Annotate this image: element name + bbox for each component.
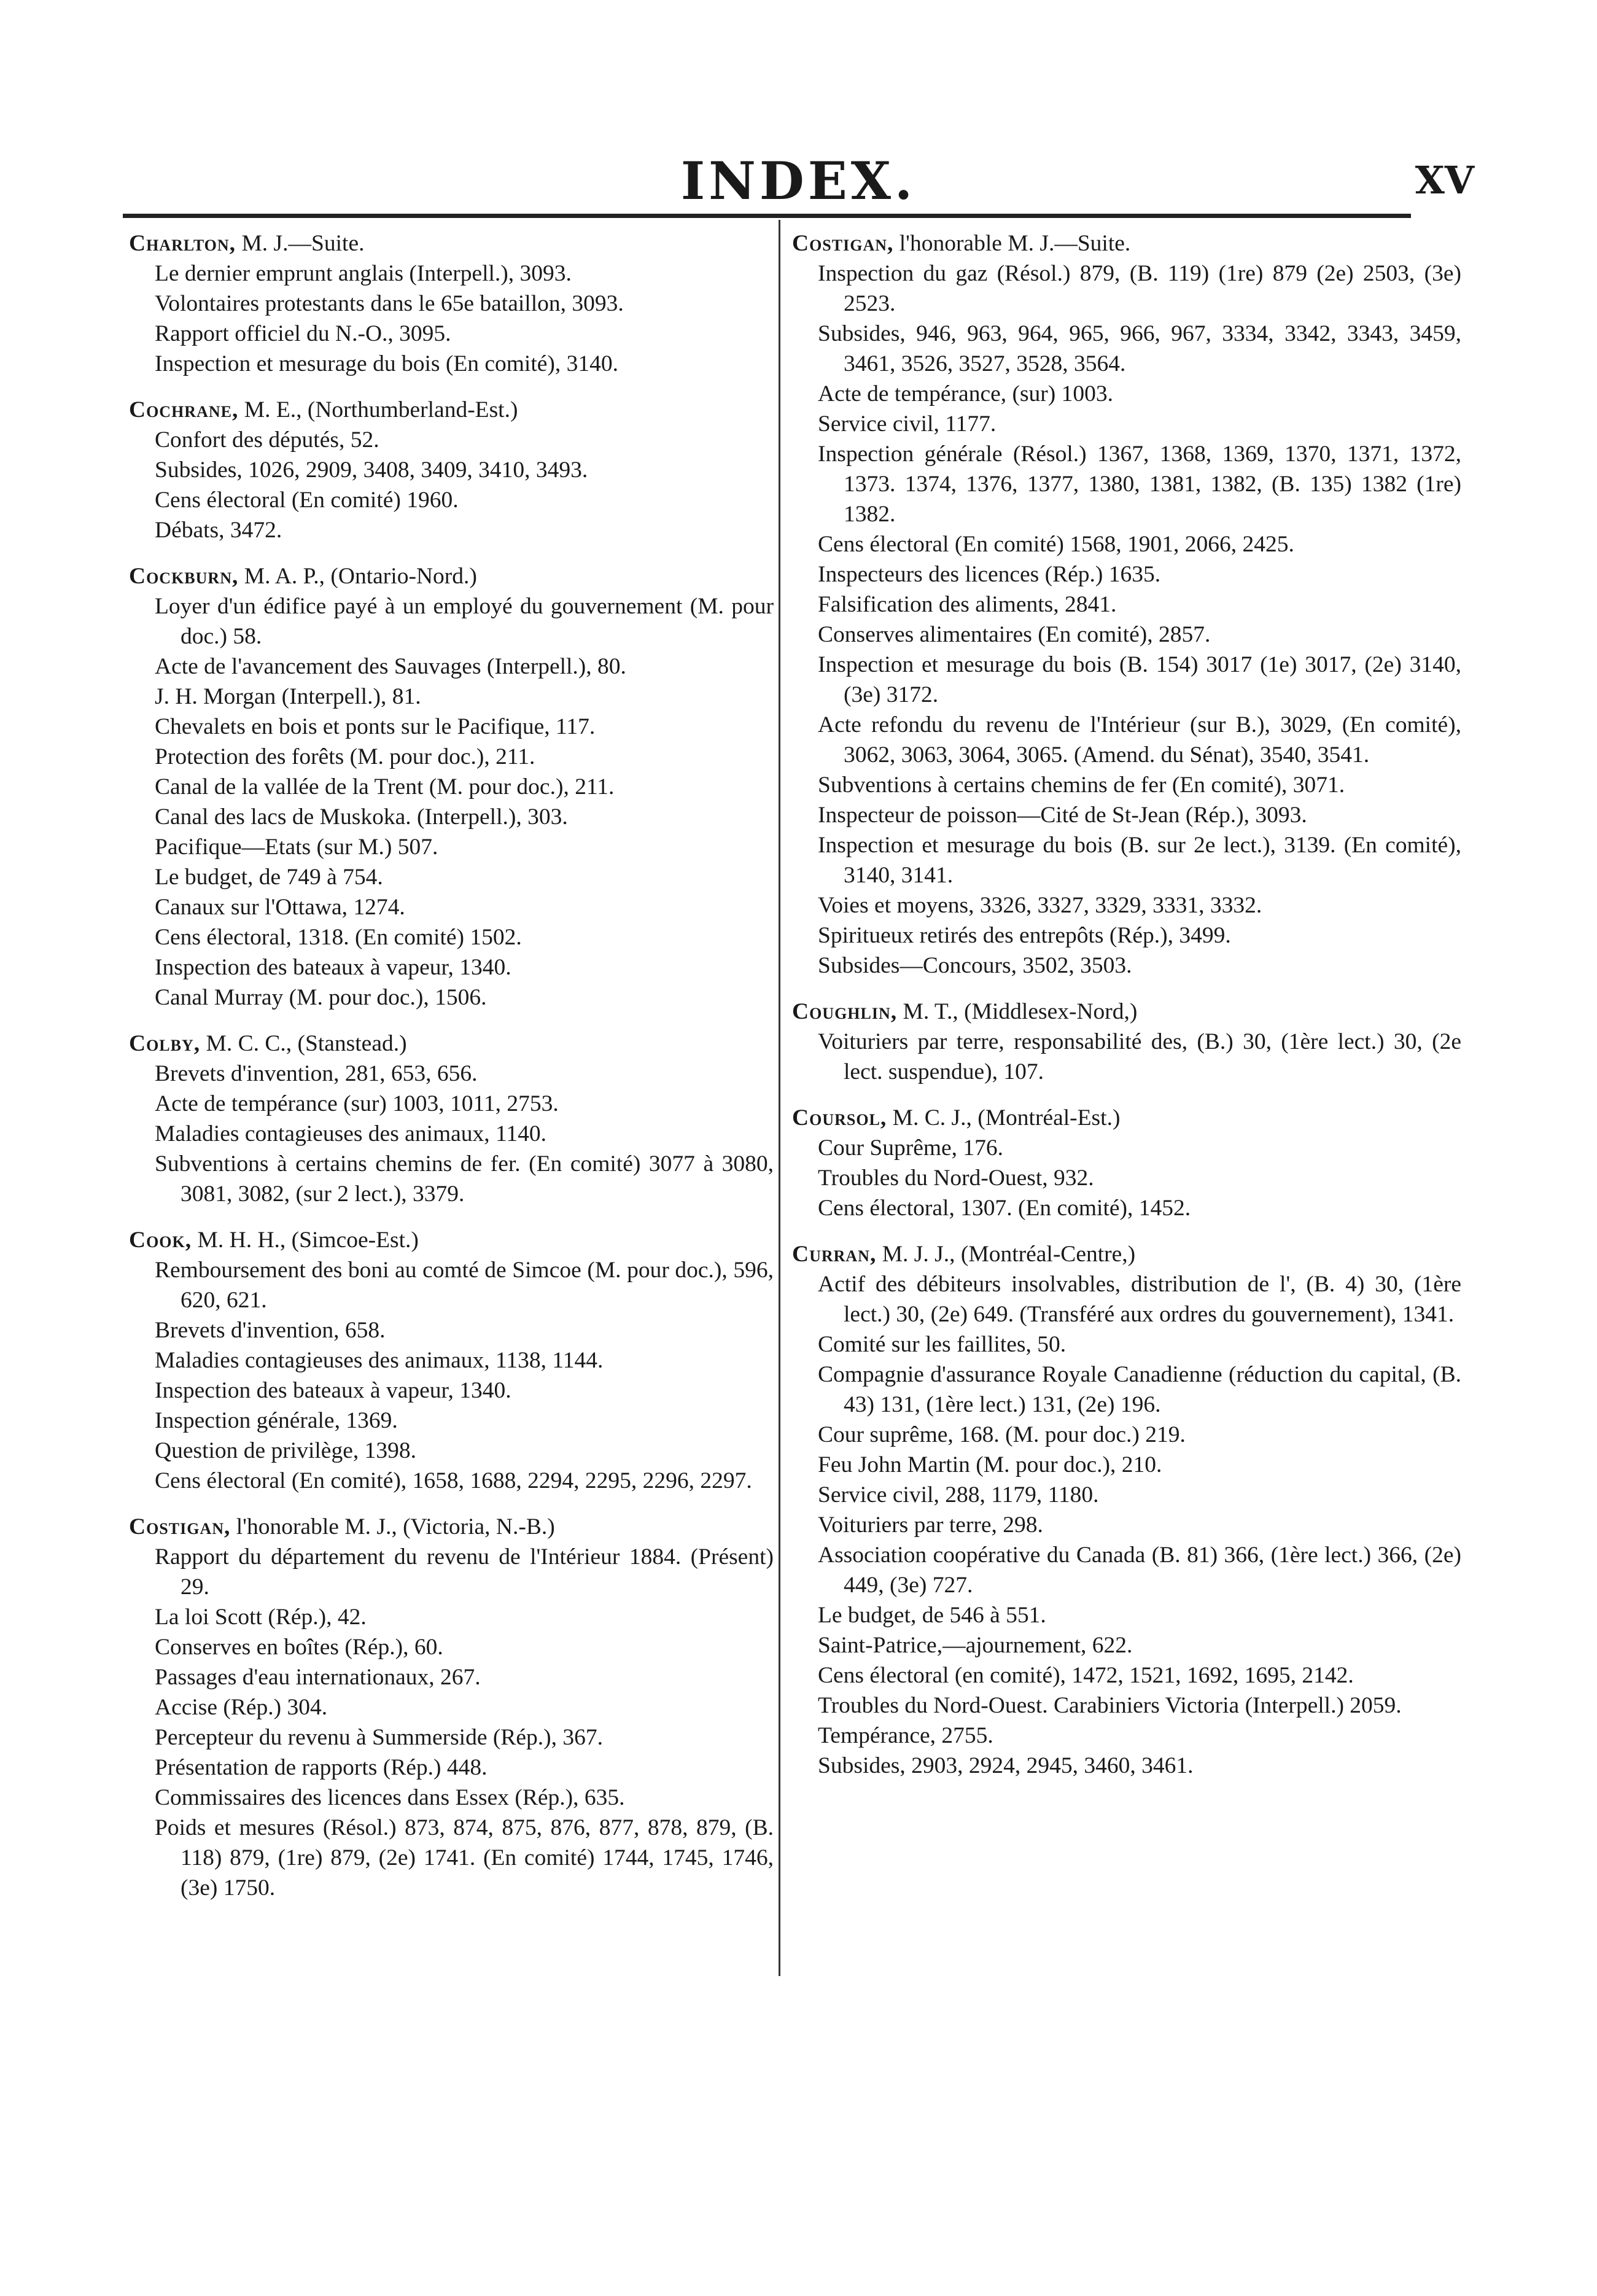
left-column (129, 228, 774, 1919)
subject-reference: Feu John Martin (M. pour doc.), 210. (818, 1452, 1162, 1477)
subject-reference: Question de privilège, 1398. (155, 1438, 416, 1463)
subject-reference: Inspection des bateaux à vapeur, 1340. (155, 1378, 511, 1403)
subject-reference: Rapport officiel du N.-O., 3095. (155, 321, 451, 346)
entry-heading (792, 997, 1461, 1027)
subject-reference: Inspection du gaz (Résol.) 879, (B. 119) (1re) 879 (2e) 2503, (3e) 2523. (818, 261, 1461, 316)
index-entry (792, 997, 1461, 1087)
subject-reference: Subventions à certains chemins de fer (En comité), 3071. (818, 772, 1345, 798)
index-entry (129, 1225, 774, 1496)
subject-reference: Cens électoral (En comité), 1658, 1688, 2294, 2295, 2296, 2297. (155, 1468, 752, 1493)
subject-reference: Acte de l'avancement des Sauvages (Interpell.), 80. (155, 654, 626, 679)
member-name: Cochrane, (129, 397, 239, 422)
entry-heading (129, 1225, 774, 1255)
subject-reference: Troubles du Nord-Ouest. Carabiniers Victoria (Interpell.) 2059. (818, 1693, 1402, 1718)
subject-reference: Maladies contagieuses des animaux, 1140. (155, 1121, 547, 1146)
member-name: Colby, (129, 1031, 201, 1056)
subject-reference: Acte refondu du revenu de l'Intérieur (sur B.), 3029, (En comité), 3062, 3063, 3064, 3065. (Amend. du Sénat), 3540, 3541. (818, 712, 1461, 768)
subject-reference: Rapport du département du revenu de l'Intérieur 1884. (Présent) 29. (155, 1544, 774, 1600)
subject-reference: Saint-Patrice,—ajournement, 622. (818, 1633, 1133, 1658)
subject-reference: Falsification des aliments, 2841. (818, 592, 1117, 617)
subject-reference: Voituriers par terre, responsabilité des, (B.) 30, (1ère lect.) 30, (2e lect. suspendue), 107. (818, 1029, 1461, 1084)
entry-heading (129, 228, 774, 259)
index-entry (129, 561, 774, 1013)
subject-reference: Conserves en boîtes (Rép.), 60. (155, 1635, 443, 1660)
page-header (123, 144, 1474, 212)
subject-reference: Service civil, 288, 1179, 1180. (818, 1482, 1099, 1508)
member-detail: l'honorable M. J.—Suite. (893, 231, 1131, 256)
subject-reference: Poids et mesures (Résol.) 873, 874, 875, 876, 877, 878, 879, (B. 118) 879, (1re) 879, (2e) 1741. (En comité) 1744, 1745, 1746, (3e) 1750. (155, 1815, 774, 1901)
subject-reference: Subsides, 1026, 2909, 3408, 3409, 3410, 3493. (155, 457, 588, 483)
header-rule (123, 214, 1411, 218)
subject-reference: Inspection générale (Résol.) 1367, 1368, 1369, 1370, 1371, 1372, 1373. 1374, 1376, 1377, 1380, 1381, 1382, (B. 135) 1382 (1re) 1382. (818, 442, 1461, 527)
entry-heading (129, 395, 774, 425)
entry-heading (129, 561, 774, 591)
subject-reference: Accise (Rép.) 304. (155, 1695, 328, 1720)
subject-reference: Inspection et mesurage du bois (B. sur 2e lect.), 3139. (En comité), 3140, 3141. (818, 833, 1461, 888)
member-detail: M. A. P., (Ontario-Nord.) (238, 564, 477, 589)
member-detail: M. J.—Suite. (236, 231, 365, 256)
subject-reference: Inspection et mesurage du bois (B. 154) 3017 (1e) 3017, (2e) 3140, (3e) 3172. (818, 652, 1461, 707)
subject-reference: Cens électoral, 1307. (En comité), 1452. (818, 1196, 1191, 1221)
subject-reference: Canal Murray (M. pour doc.), 1506. (155, 985, 487, 1010)
member-detail: M. J. J., (Montréal-Centre,) (876, 1242, 1136, 1267)
subject-reference: Volontaires protestants dans le 65e bataillon, 3093. (155, 291, 624, 316)
member-detail: M. C. C., (Stanstead.) (200, 1031, 407, 1056)
member-name: Coughlin, (792, 999, 898, 1024)
member-name: Cook, (129, 1228, 192, 1253)
subject-reference: Brevets d'invention, 281, 653, 656. (155, 1061, 478, 1086)
subject-reference: Actif des débiteurs insolvables, distribution de l', (B. 4) 30, (1ère lect.) 30, (2e) 649. (Transféré aux ordres du gouvernement), 1341. (818, 1272, 1461, 1327)
subject-reference: Voituriers par terre, 298. (818, 1512, 1043, 1538)
subject-reference: Voies et moyens, 3326, 3327, 3329, 3331, 3332. (818, 893, 1262, 918)
subject-reference: Acte de tempérance (sur) 1003, 1011, 2753. (155, 1091, 559, 1116)
subject-reference: Brevets d'invention, 658. (155, 1318, 386, 1343)
subject-reference: Tempérance, 2755. (818, 1723, 993, 1748)
entry-heading (792, 1103, 1461, 1133)
column-divider (779, 220, 780, 1976)
index-entry (129, 1512, 774, 1903)
member-name: Cockburn, (129, 564, 239, 589)
member-detail: M. H. H., (Simcoe-Est.) (192, 1228, 419, 1253)
subject-reference: Cour Suprême, 176. (818, 1135, 1004, 1161)
index-entry (792, 1239, 1461, 1781)
subject-reference: Confort des députés, 52. (155, 427, 379, 453)
index-entry (792, 1103, 1461, 1223)
entry-heading (129, 1512, 774, 1542)
subject-reference: Cens électoral (en comité), 1472, 1521, 1692, 1695, 2142. (818, 1663, 1354, 1688)
subject-reference: J. H. Morgan (Interpell.), 81. (155, 684, 421, 709)
subject-reference: Présentation de rapports (Rép.) 448. (155, 1755, 488, 1780)
subject-reference: Subsides, 2903, 2924, 2945, 3460, 3461. (818, 1753, 1194, 1778)
subject-reference: Pacifique—Etats (sur M.) 507. (155, 835, 438, 860)
subject-reference: Association coopérative du Canada (B. 81) 366, (1ère lect.) 366, (2e) 449, (3e) 727. (818, 1543, 1461, 1598)
entry-heading (792, 228, 1461, 259)
subject-reference: Subsides—Concours, 3502, 3503. (818, 953, 1132, 978)
subject-reference: Canaux sur l'Ottawa, 1274. (155, 895, 405, 920)
subject-reference: Cens électoral (En comité) 1960. (155, 488, 459, 513)
subject-reference: Inspection générale, 1369. (155, 1408, 398, 1433)
subject-reference: Spiritueux retirés des entrepôts (Rép.), 3499. (818, 923, 1231, 948)
subject-reference: Canal de la vallée de la Trent (M. pour doc.), 211. (155, 774, 615, 800)
member-detail: M. E., (Northumberland-Est.) (238, 397, 518, 422)
subject-reference: La loi Scott (Rép.), 42. (155, 1605, 367, 1630)
subject-reference: Conserves alimentaires (En comité), 2857. (818, 622, 1211, 647)
subject-reference: Canal des lacs de Muskoka. (Interpell.), 303. (155, 804, 568, 830)
subject-reference: Commissaires des licences dans Essex (Rép.), 635. (155, 1785, 625, 1810)
subject-reference: Passages d'eau internationaux, 267. (155, 1665, 481, 1690)
index-entry (129, 228, 774, 379)
subject-reference: Remboursement des boni au comté de Simcoe (M. pour doc.), 596, 620, 621. (155, 1258, 774, 1313)
subject-reference: Troubles du Nord-Ouest, 932. (818, 1166, 1094, 1191)
subject-reference: Chevalets en bois et ponts sur le Pacifique, 117. (155, 714, 596, 739)
subject-reference: Service civil, 1177. (818, 411, 997, 437)
subject-reference: Cens électoral, 1318. (En comité) 1502. (155, 925, 522, 950)
subject-reference: Inspection des bateaux à vapeur, 1340. (155, 955, 511, 980)
right-column (792, 228, 1461, 1797)
index-entry (129, 395, 774, 545)
entry-heading (129, 1029, 774, 1059)
subject-reference: Débats, 3472. (155, 518, 282, 543)
subject-reference: Le budget, de 546 à 551. (818, 1603, 1046, 1628)
subject-reference: Acte de tempérance, (sur) 1003. (818, 381, 1114, 407)
subject-reference: Protection des forêts (M. pour doc.), 211. (155, 744, 535, 769)
subject-reference: Inspecteur de poisson—Cité de St-Jean (Rép.), 3093. (818, 803, 1307, 828)
subject-reference: Comité sur les faillites, 50. (818, 1332, 1067, 1357)
subject-reference: Maladies contagieuses des animaux, 1138, 1144. (155, 1348, 604, 1373)
page-number: XV (1415, 158, 1474, 203)
subject-reference: Compagnie d'assurance Royale Canadienne (réduction du capital, (B. 43) 131, (1ère lect.) 131, (2e) 196. (818, 1362, 1461, 1417)
index-entry (792, 228, 1461, 981)
subject-reference: Inspection et mesurage du bois (En comité), 3140. (155, 351, 619, 376)
subject-reference: Subventions à certains chemins de fer. (En comité) 3077 à 3080, 3081, 3082, (sur 2 lect.), 3379. (155, 1151, 774, 1207)
entry-heading (792, 1239, 1461, 1269)
index-entry (129, 1029, 774, 1209)
member-name: Coursol, (792, 1105, 887, 1130)
member-name: Curran, (792, 1242, 877, 1267)
subject-reference: Subsides, 946, 963, 964, 965, 966, 967, 3334, 3342, 3343, 3459, 3461, 3526, 3527, 3528, 3564. (818, 321, 1461, 376)
subject-reference: Le dernier emprunt anglais (Interpell.), 3093. (155, 261, 572, 286)
subject-reference: Loyer d'un édifice payé à un employé du gouvernement (M. pour doc.) 58. (155, 594, 774, 649)
subject-reference: Cens électoral (En comité) 1568, 1901, 2066, 2425. (818, 532, 1294, 557)
member-detail: M. T., (Middlesex-Nord,) (897, 999, 1138, 1024)
subject-reference: Cour suprême, 168. (M. pour doc.) 219. (818, 1422, 1186, 1447)
member-detail: M. C. J., (Montréal-Est.) (887, 1105, 1121, 1130)
subject-reference: Inspecteurs des licences (Rép.) 1635. (818, 562, 1161, 587)
member-detail: l'honorable M. J., (Victoria, N.-B.) (230, 1514, 555, 1539)
subject-reference: Percepteur du revenu à Summerside (Rép.), 367. (155, 1725, 603, 1750)
subject-reference: Le budget, de 749 à 754. (155, 865, 383, 890)
page-title: INDEX. (680, 150, 917, 211)
member-name: Costigan, (129, 1514, 231, 1539)
member-name: Costigan, (792, 231, 894, 256)
member-name: Charlton, (129, 231, 236, 256)
